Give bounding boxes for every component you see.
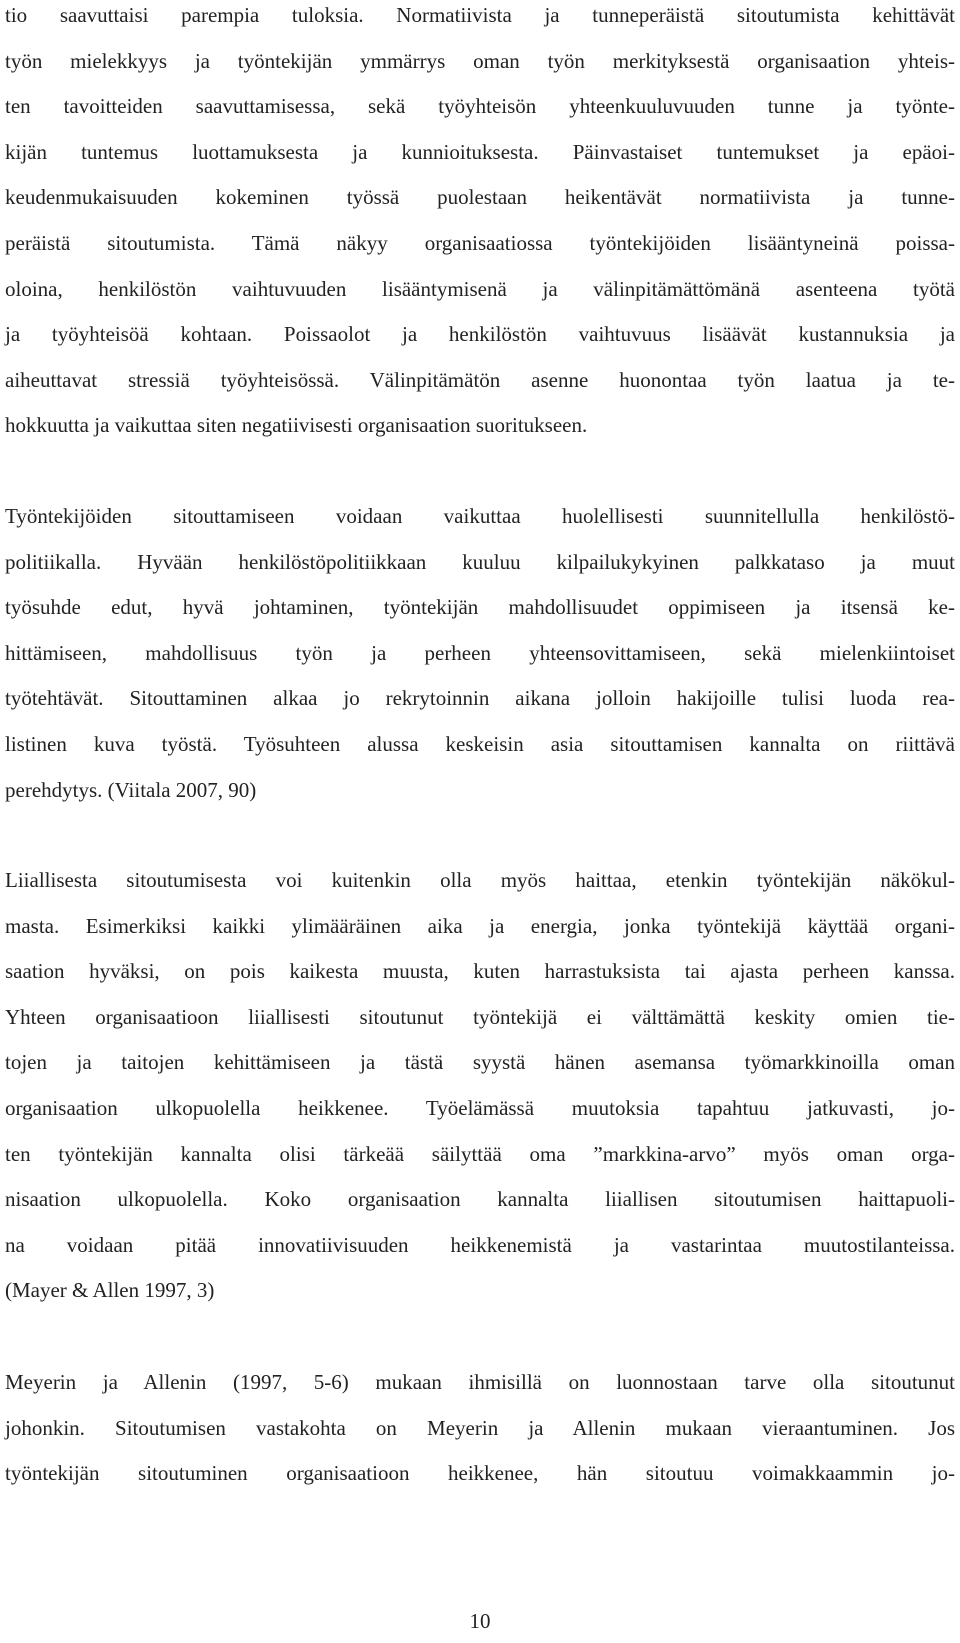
text-line: saation hyväksi, on pois kaikesta muusta, kuten harrastuksista tai ajasta perheen kanssa. <box>5 959 955 984</box>
text-line: peräistä sitoutumista. Tämä näkyy organisaatiossa työntekijöiden lisääntyneinä poissa- <box>5 230 955 255</box>
text-line: Liiallisesta sitoutumisesta voi kuitenkin olla myös haittaa, etenkin työntekijän näkökul- <box>5 868 955 892</box>
text-line: oloina, henkilöstön vaihtuvuuden lisääntymisenä ja välinpitämättömänä asenteena työtä <box>5 276 955 301</box>
text-line: perehdytys. (Viitala 2007, 90) <box>5 777 257 802</box>
text-line: ten työntekijän kannalta olisi tärkeää säilyttää oma ”markkina-arvo” myös oman orga- <box>5 1141 955 1166</box>
page-number: 10 <box>469 1609 491 1633</box>
text-line: organisaation ulkopuolella heikkenee. Työelämässä muutoksia tapahtuu jatkuvasti, jo- <box>5 1095 955 1120</box>
text-line: johonkin. Sitoutumisen vastakohta on Meyerin ja Allenin mukaan vieraantuminen. Jos <box>5 1415 955 1440</box>
text-line: hokkuutta ja vaikuttaa siten negatiivisesti organisaation suoritukseen. <box>5 413 588 438</box>
text-line: tojen ja taitojen kehittämiseen ja tästä syystä hänen asemansa työmarkkinoilla oman <box>5 1050 955 1075</box>
text-line: työsuhde edut, hyvä johtaminen, työntekijän mahdollisuudet oppimiseen ja itsensä ke- <box>5 595 955 620</box>
text-line: hittämiseen, mahdollisuus työn ja perheen yhteensovittamiseen, sekä mielenkiintoiset <box>5 640 955 665</box>
paragraph-excessive-commitment <box>5 858 955 1314</box>
text-line: (Mayer & Allen 1997, 3) <box>5 1278 215 1303</box>
text-line: työtehtävät. Sitouttaminen alkaa jo rekrytoinnin aikana jolloin hakijoille tulisi luoda rea- <box>5 686 955 711</box>
text-line: työntekijän sitoutuminen organisaatioon heikkenee, hän sitoutuu voimakkaammin jo- <box>5 1461 955 1486</box>
text-line: politiikalla. Hyvään henkilöstöpolitiikkaan kuuluu kilpailukykyinen palkkataso ja muut <box>5 549 955 574</box>
paragraph-normative-commitment <box>5 0 955 449</box>
text-line: listinen kuva työstä. Työsuhteen alussa keskeisin asia sitouttamisen kannalta on riittävä <box>5 731 955 756</box>
paragraph-meyer-allen <box>5 1360 955 1497</box>
text-line: keudenmukaisuuden kokeminen työssä puolestaan heikentävät normatiivista ja tunne- <box>5 185 955 210</box>
text-line: kijän tuntemus luottamuksesta ja kunnioituksesta. Päinvastaiset tuntemukset ja epäoi- <box>5 139 955 164</box>
text-line: masta. Esimerkiksi kaikki ylimääräinen aika ja energia, jonka työntekijä käyttää organi- <box>5 913 955 938</box>
text-line: Työntekijöiden sitouttamiseen voidaan vaikuttaa huolellisesti suunnitellulla henkilöstö- <box>5 504 955 528</box>
text-line: Meyerin ja Allenin (1997, 5-6) mukaan ihmisillä on luonnostaan tarve olla sitoutunut <box>5 1370 955 1394</box>
text-line: nisaation ulkopuolella. Koko organisaation kannalta liiallisen sitoutumisen haittapuoli- <box>5 1187 955 1212</box>
text-line: tio saavuttaisi parempia tuloksia. Normatiivista ja tunneperäistä sitoutumista kehittävät <box>5 3 955 27</box>
text-line: työn mielekkyys ja työntekijän ymmärrys oman työn merkityksestä organisaation yhteis- <box>5 48 955 73</box>
text-line: na voidaan pitää innovatiivisuuden heikkenemistä ja vastarintaa muutostilanteissa. <box>5 1232 955 1257</box>
text-line: aiheuttavat stressiä työyhteisössä. Välinpitämätön asenne huonontaa työn laatua ja te- <box>5 367 955 392</box>
text-line: ten tavoitteiden saavuttamisessa, sekä työyhteisön yhteenkuuluvuuden tunne ja työnte- <box>5 94 955 119</box>
paragraph-personnel-policy <box>5 494 955 813</box>
text-line: ja työyhteisöä kohtaan. Poissaolot ja henkilöstön vaihtuvuus lisäävät kustannuksia ja <box>5 322 955 347</box>
text-line: Yhteen organisaatioon liiallisesti sitoutunut työntekijä ei välttämättä keskity omien tie- <box>5 1004 955 1029</box>
